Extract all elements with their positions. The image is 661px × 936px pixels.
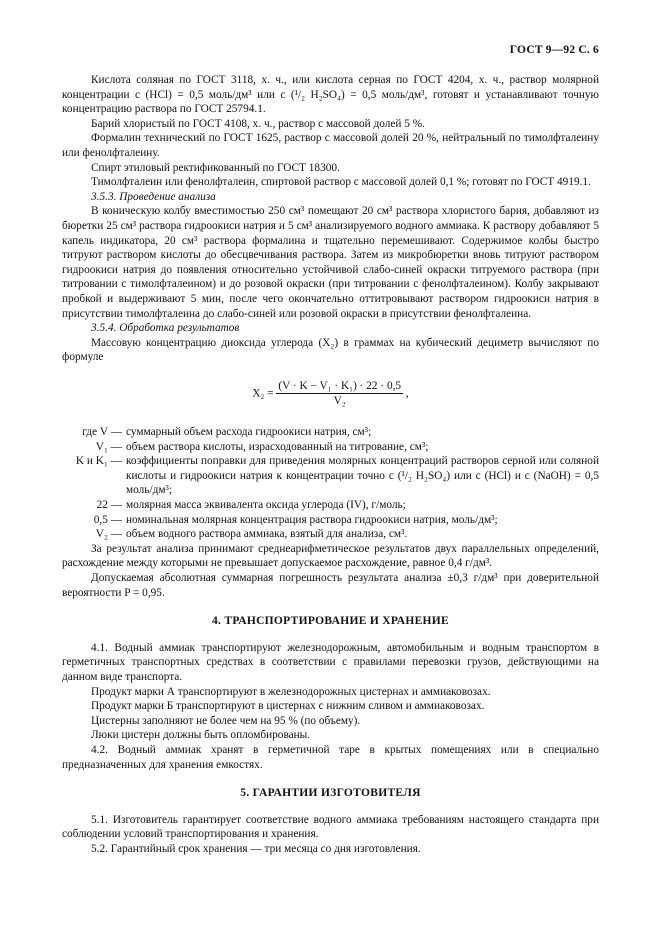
formula-denominator: V₂ (333, 395, 346, 408)
section5-paragraph: 5.2. Гарантийный срок хранения — три месяца со дня изготовления. (91, 842, 421, 855)
definition-text: объем раствора кислоты, израсходованный на титрование, см³; (126, 440, 429, 453)
definition-key: V₁ — (95, 440, 122, 453)
reagent-paragraph: Кислота соляная по ГОСТ 3118, х. ч., или кислота серная по ГОСТ 4204, х. ч., раствор молярной концентрации c (HCl) = 0,5 моль/дм³ или c (¹/₂ H₂SO₄) = 0,5 моль/дм³, готовят и устанавливают точную концентрацию раствора по ГОСТ 25794.1. (62, 74, 599, 116)
reagent-paragraph: Спирт этиловый ректификованный по ГОСТ 18300. (91, 161, 340, 174)
formula-intro: Массовую концентрацию диоксида углерода (X₂) в граммах на кубический дециметр вычисляют по формуле (62, 336, 599, 364)
definition-key: 0,5 — (93, 513, 122, 526)
definition-text: объем водного раствора аммиака, взятый для анализа, см³. (126, 528, 408, 541)
section-title-5: 5. ГАРАНТИИ ИЗГОТОВИТЕЛЯ (240, 787, 421, 800)
section4-paragraph: 4.2. Водный аммиак хранят в герметичной таре в крытых помещениях или в специально предназначенных для хранения емкостях. (62, 743, 599, 771)
analysis-procedure: В коническую колбу вместимостью 250 см³ помещают 20 см³ раствора хлористого бария, добавляют из бюретки 25 см³ раствора гидроокиси натрия и 5 см³ анализируемого водного аммиака. К раствору добавляют 5 капель индикатора, 20 см³ раствора формалина и тщательно перемешивают. Содержимое колбы быстро титруют раствором кислоты до обесцвечивания раствора. Затем из микробюретки вновь титруют раствором гидроокиси натрия до появления относительно устойчивой слабо-синей окраски титруемого раствора (при титровании с тимолфталеином) и до розовой окраски (при титровании с фенолфталеином). Колбу закрывают пробкой и выдерживают 5 мин, после чего окончательно оттитровывают раствором гидроокиси натрия в присутствии тимолфталеина до слабо-синей или розовой окраски в присутствии фенолфталеина. (62, 205, 599, 320)
reagent-paragraph: Тимолфталеин или фенолфталеин, спиртовой раствор с массовой долей 0,1 %; готовят по ГОСТ 4919.1. (91, 176, 591, 189)
reagent-paragraph: Барий хлористый по ГОСТ 4108, х. ч., раствор с массовой долей 5 %. (91, 117, 425, 130)
section4-paragraph: Продукт марки Б транспортируют в цистернах с нижним сливом и аммиаковозах. (91, 700, 485, 713)
document-body (62, 73, 599, 857)
variable-definitions (62, 425, 599, 542)
formula-lhs: X₂ = (252, 387, 274, 400)
error-paragraph: Допускаемая абсолютная суммарная погрешность результата анализа ±0,3 г/дм³ при доверительной вероятности P = 0,95. (62, 572, 599, 599)
section-title-4: 4. ТРАНСПОРТИРОВАНИЕ И ХРАНЕНИЕ (212, 615, 449, 628)
definition-key: 22 — (96, 499, 122, 512)
definition-text: суммарный объем расхода гидроокиси натрия, см³; (126, 426, 372, 439)
result-paragraph: За результат анализа принимают среднеарифметическое результатов двух параллельных определений, расхождение между которыми не превышает допускаемое расхождение, равное 0,4 г/дм³. (62, 542, 599, 570)
definition-key: K и K₁ — (75, 455, 122, 468)
subsection-title-353: 3.5.3. Проведение анализа (91, 190, 216, 203)
page-header: ГОСТ 9—92 С. 6 (509, 44, 599, 56)
section5-paragraph: 5.1. Изготовитель гарантирует соответствие водного аммиака требованиям настоящего стандарта при соблюдении условий транспортирования и хранения. (62, 813, 599, 841)
section4-paragraph: Люки цистерн должны быть опломбированы. (91, 729, 311, 742)
reagent-paragraph: Формалин технический по ГОСТ 1625, раствор с массовой долей 20 %, нейтральный по тимолфталеину или фенолфталеину. (62, 132, 599, 159)
definition-row (62, 513, 599, 528)
formula-numerator: (V · K − V₁ · K₁) · 22 · 0,5 (276, 379, 403, 395)
section4-paragraph: Цистерны заполняют не более чем на 95 % (по объему). (91, 714, 361, 727)
formula (62, 379, 599, 409)
definition-row (62, 425, 599, 440)
section4-paragraph: 4.1. Водный аммиак транспортируют железнодорожным, автомобильным и водным транспортом в герметичных транспортных средствах в соответствии с правилами перевозки грузов, действующими на данном виде транспорта. (62, 641, 599, 683)
definition-row (62, 440, 599, 455)
definition-row (62, 527, 599, 542)
formula-tail: , (405, 387, 409, 400)
section4-paragraph: Продукт марки А транспортируют в железнодорожных цистернах и аммиаковозах. (91, 685, 491, 698)
definition-row (62, 498, 599, 513)
definition-text: номинальная молярная концентрация раствора гидроокиси натрия, моль/дм³; (126, 513, 498, 526)
definition-key: где V — (82, 426, 122, 439)
definition-text: коэффициенты поправки для приведения молярных концентраций растворов серной или соляной кислоты и гидроокиси натрия к концентрации точно c (¹/₂ H₂SO₄) или c (HCl) и c (NaOH) = 0,5 моль/дм³; (126, 455, 599, 497)
definition-row (62, 454, 599, 498)
definition-text: молярная масса эквивалента оксида углерода (IV), г/моль; (126, 499, 406, 512)
definition-key: V₂ — (95, 528, 122, 541)
formula-fraction (276, 379, 403, 409)
subsection-title-354: 3.5.4. Обработка результатов (91, 322, 240, 335)
